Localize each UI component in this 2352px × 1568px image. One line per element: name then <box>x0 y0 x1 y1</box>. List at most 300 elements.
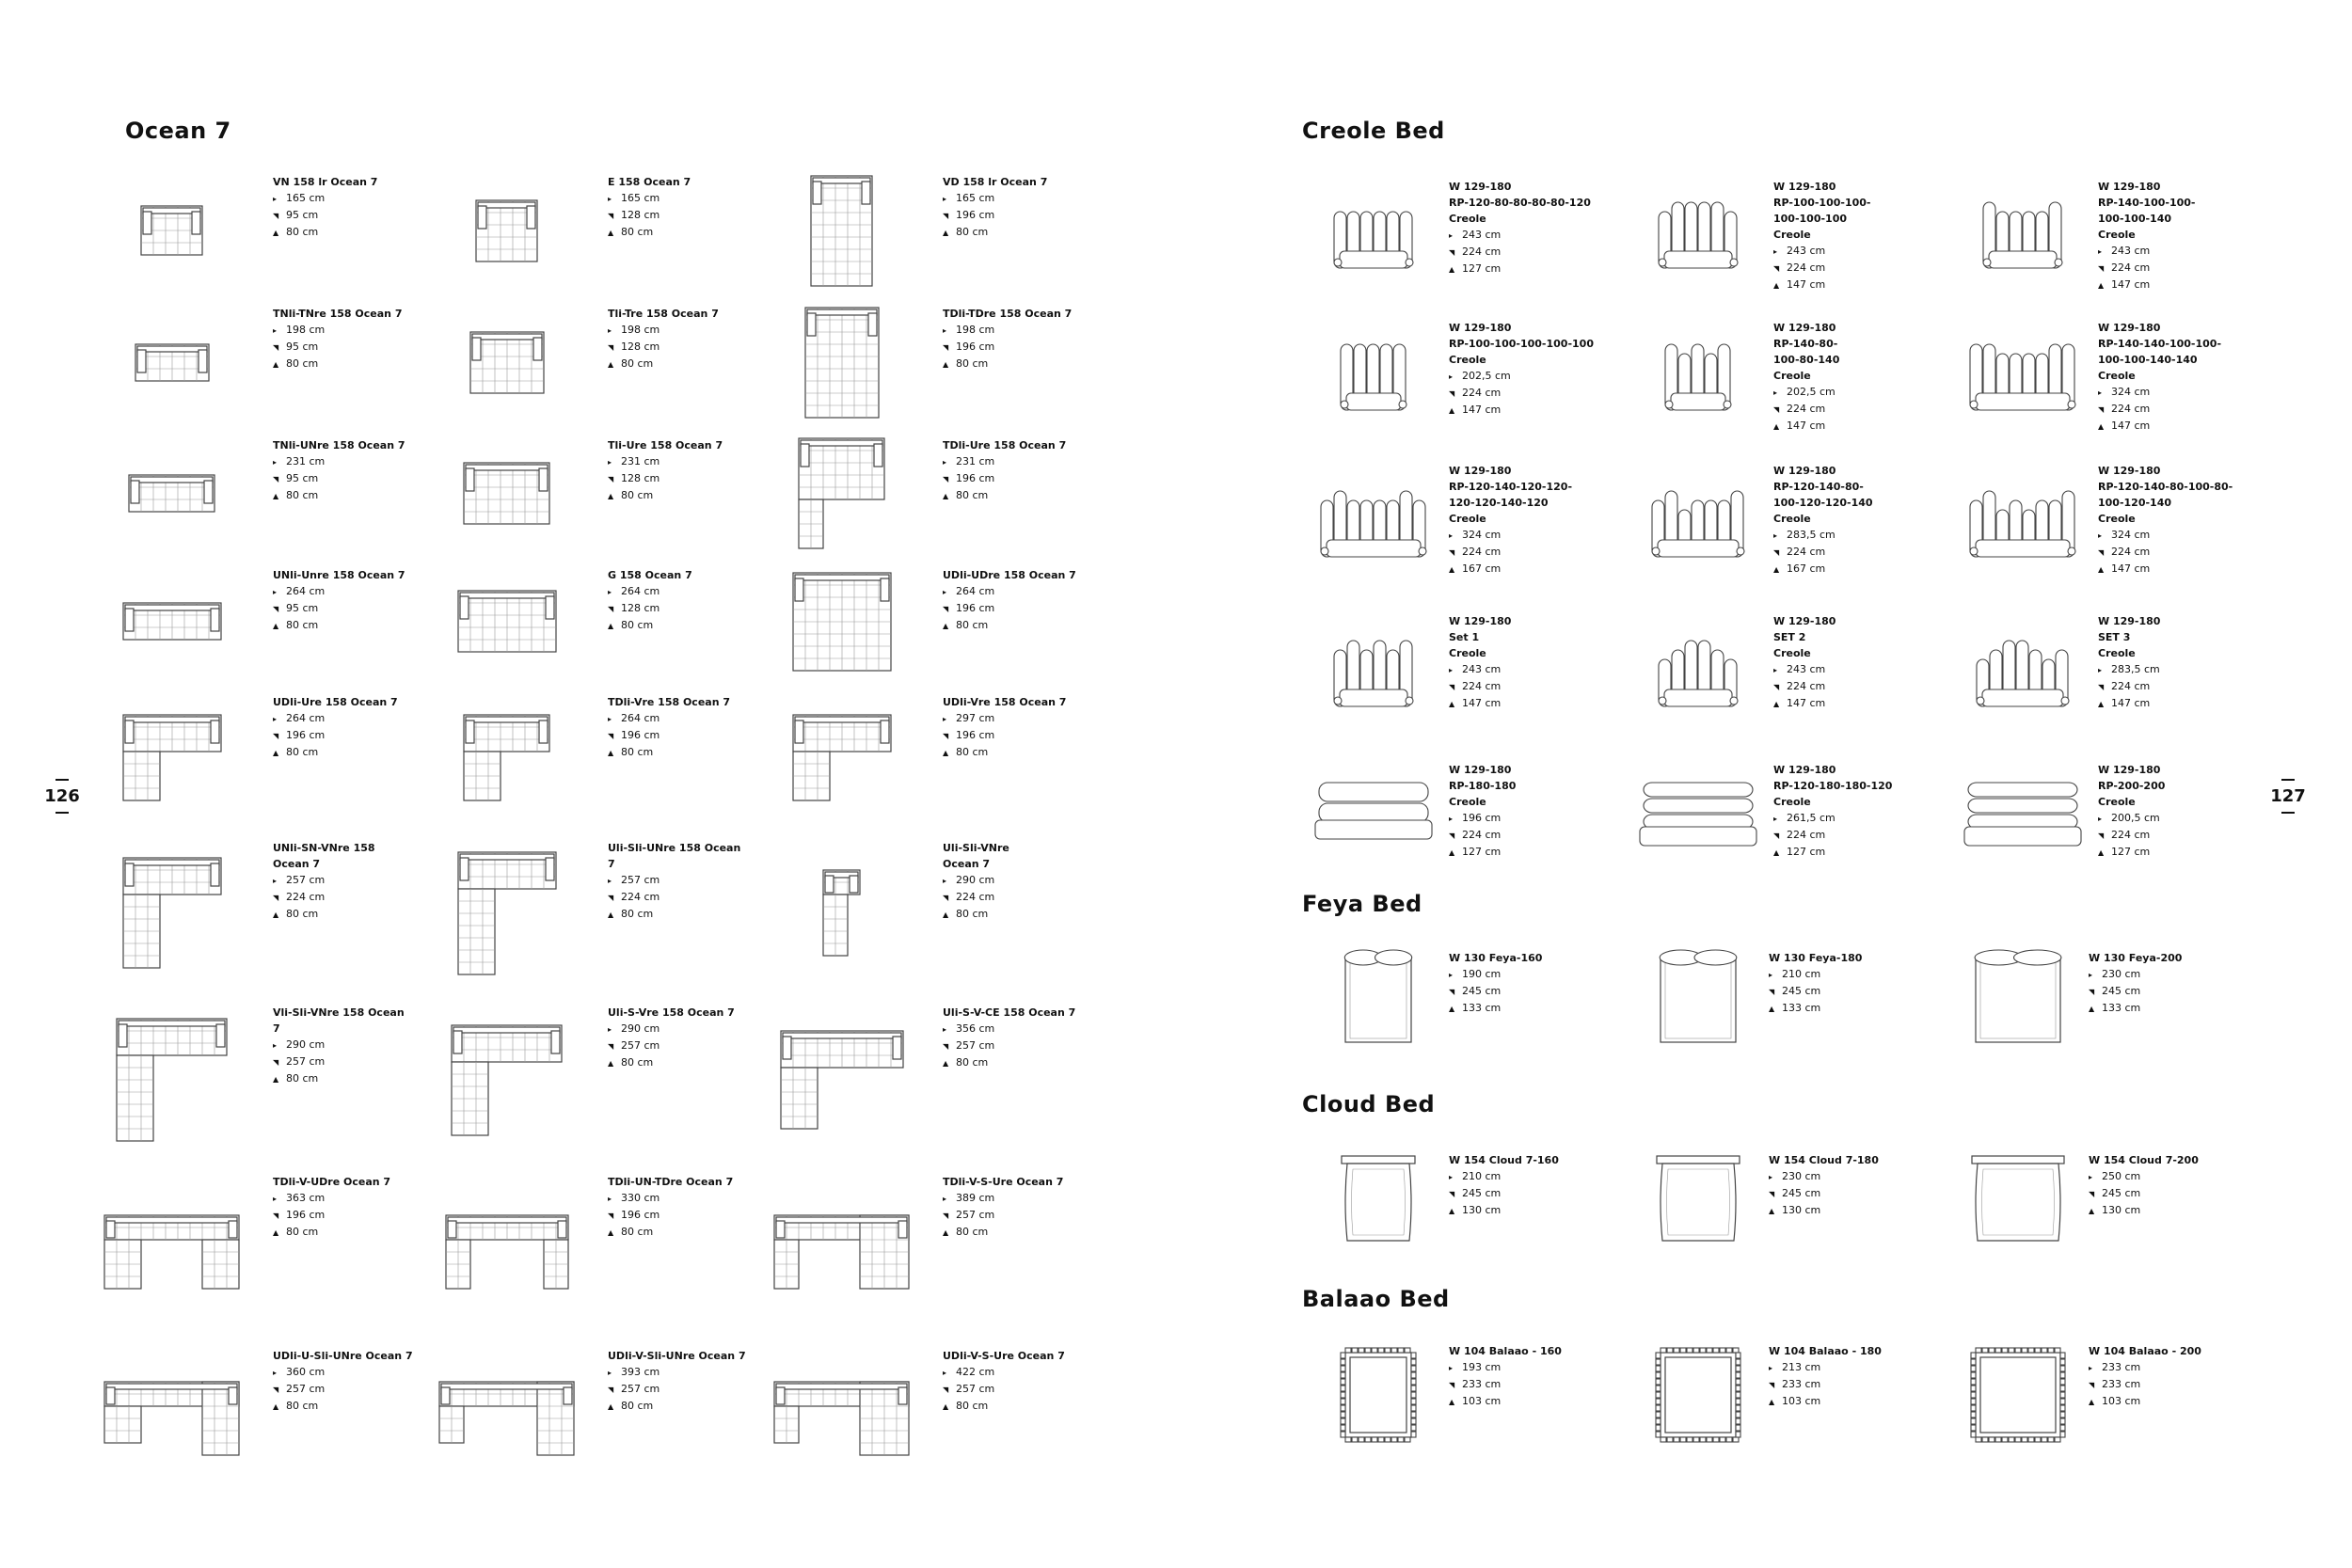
height-dimension <box>1449 695 1511 712</box>
model-name: W 129-180 RP-120-140-80-100-80- 100-120-140 Creole <box>2098 465 2233 525</box>
depth-arrow-icon: ◥ <box>1769 988 1775 996</box>
creole-item <box>1308 169 1632 310</box>
depth-arrow-icon: ◥ <box>943 475 949 483</box>
height-value: 80 cm <box>621 489 654 501</box>
ocean-plan-drawing <box>755 1164 929 1338</box>
creole-plan-svg <box>1308 193 1439 287</box>
cloud-specs <box>2089 1152 2199 1219</box>
creole-specs <box>2098 613 2160 712</box>
height-value: 147 cm <box>2111 697 2151 709</box>
depth-dimension <box>1773 401 1839 418</box>
height-arrow-icon: ▲ <box>2098 700 2105 708</box>
width-dimension <box>2089 966 2182 983</box>
width-arrow-icon: ▸ <box>608 877 612 885</box>
creole-plan-svg <box>1957 771 2089 865</box>
depth-value: 224 cm <box>2111 261 2151 274</box>
width-value: 257 cm <box>286 874 326 886</box>
depth-value: 224 cm <box>2111 546 2151 558</box>
depth-value: 257 cm <box>621 1383 660 1395</box>
height-value: 167 cm <box>1787 562 1826 575</box>
height-arrow-icon: ▲ <box>608 1402 614 1411</box>
height-arrow-icon: ▲ <box>1769 1398 1775 1406</box>
depth-value: 224 cm <box>2111 829 2151 841</box>
width-arrow-icon: ▸ <box>1769 1173 1773 1181</box>
right-page <box>1176 0 2352 1568</box>
height-arrow-icon: ▲ <box>608 229 614 237</box>
model-name: TDli-TDre 158 Ocean 7 <box>943 308 1073 320</box>
model-name: UDli-Vre 158 Ocean 7 <box>943 696 1067 708</box>
creole-plan-drawing <box>1308 752 1439 884</box>
ocean-specs <box>273 1005 414 1087</box>
depth-arrow-icon: ◥ <box>273 1386 279 1394</box>
width-value: 283,5 cm <box>1787 529 1836 541</box>
height-dimension <box>1449 261 1591 277</box>
creole-item <box>1957 752 2249 884</box>
height-dimension <box>1769 1000 1862 1017</box>
ocean-plan-drawing <box>420 1164 594 1338</box>
ocean-plan-svg <box>803 305 882 420</box>
ocean-plan-drawing <box>420 558 594 685</box>
width-dimension <box>1449 966 1542 983</box>
width-value: 233 cm <box>2102 1361 2141 1373</box>
width-dimension <box>273 583 414 600</box>
depth-dimension <box>1769 983 1862 1000</box>
depth-arrow-icon: ◥ <box>608 732 614 740</box>
height-arrow-icon: ▲ <box>608 749 614 757</box>
ocean-plan-svg <box>461 460 552 527</box>
depth-value: 257 cm <box>286 1383 326 1395</box>
model-name: TDli-Ure 158 Ocean 7 <box>943 439 1067 451</box>
height-arrow-icon: ▲ <box>943 360 949 369</box>
creole-plan-drawing <box>1308 310 1439 453</box>
height-value: 80 cm <box>286 1400 319 1412</box>
model-name: W 130 Feya-160 <box>1449 952 1543 964</box>
height-value: 80 cm <box>621 1226 654 1238</box>
depth-dimension <box>1449 983 1542 1000</box>
ocean-item <box>755 1338 1089 1498</box>
width-value: 261,5 cm <box>1787 812 1836 824</box>
depth-arrow-icon: ◥ <box>943 212 949 220</box>
model-name: VD 158 lr Ocean 7 <box>943 176 1048 188</box>
height-arrow-icon: ▲ <box>943 622 949 630</box>
width-value: 264 cm <box>956 585 995 597</box>
height-arrow-icon: ▲ <box>1769 1005 1775 1013</box>
creole-plan-svg <box>1957 335 2089 429</box>
model-name: UDli-V-S-Ure Ocean 7 <box>943 1350 1065 1362</box>
ocean-plan-drawing <box>85 165 259 296</box>
height-dimension <box>608 487 749 504</box>
width-dimension <box>273 1364 414 1381</box>
height-arrow-icon: ▲ <box>1449 265 1455 274</box>
height-dimension <box>2089 1393 2201 1410</box>
height-value: 80 cm <box>956 489 989 501</box>
height-dimension <box>608 744 749 761</box>
width-dimension <box>1449 527 1572 544</box>
height-arrow-icon: ▲ <box>273 1402 279 1411</box>
balaao-plan-svg <box>1649 1343 1747 1447</box>
height-dimension <box>1449 1393 1562 1410</box>
width-arrow-icon: ▸ <box>943 1369 947 1377</box>
ocean-specs <box>273 306 414 372</box>
balaao-item <box>1317 1334 1637 1456</box>
ocean-plan-svg <box>790 712 894 803</box>
creole-item <box>1308 604 1632 752</box>
depth-dimension <box>2089 1185 2199 1202</box>
depth-dimension <box>2098 827 2165 844</box>
height-dimension <box>1773 844 1892 861</box>
width-value: 196 cm <box>1462 812 1502 824</box>
feya-plan-svg <box>1336 948 1421 1047</box>
width-dimension <box>1449 810 1516 827</box>
width-value: 230 cm <box>2102 968 2141 980</box>
width-dimension <box>943 190 1084 207</box>
feya-item <box>1637 941 1957 1053</box>
creole-plan-drawing <box>1632 453 1764 604</box>
width-value: 190 cm <box>1462 968 1502 980</box>
height-value: 80 cm <box>286 746 319 758</box>
height-dimension <box>608 1054 749 1071</box>
height-value: 80 cm <box>621 226 654 238</box>
ocean-specs <box>943 840 1084 923</box>
ocean-plan-drawing <box>755 685 929 831</box>
height-value: 80 cm <box>621 357 654 370</box>
width-value: 165 cm <box>956 192 995 204</box>
depth-value: 224 cm <box>956 891 995 903</box>
creole-plan-drawing <box>1957 453 2089 604</box>
feya-item <box>1957 941 2258 1053</box>
depth-arrow-icon: ◥ <box>943 1212 949 1220</box>
width-value: 324 cm <box>2111 386 2151 398</box>
ocean-specs <box>273 174 414 241</box>
balaao-grid <box>1317 1334 2258 1456</box>
depth-value: 257 cm <box>286 1055 326 1068</box>
balaao-plan-svg <box>1964 1343 2072 1447</box>
height-value: 80 cm <box>956 619 989 631</box>
width-value: 290 cm <box>286 1038 326 1051</box>
width-dimension <box>608 1190 749 1207</box>
creole-specs <box>2098 179 2196 293</box>
ocean-specs <box>273 437 414 504</box>
width-dimension <box>608 710 749 727</box>
depth-arrow-icon: ◥ <box>1449 683 1455 691</box>
creole-plan-svg <box>1308 771 1439 865</box>
width-value: 297 cm <box>956 712 995 724</box>
height-value: 80 cm <box>956 1056 989 1069</box>
height-value: 80 cm <box>621 619 654 631</box>
width-value: 290 cm <box>956 874 995 886</box>
width-dimension <box>608 1021 749 1037</box>
creole-item <box>1632 604 1957 752</box>
height-dimension <box>943 906 1084 923</box>
width-arrow-icon: ▸ <box>2089 971 2093 979</box>
creole-specs <box>1449 320 1594 419</box>
ocean-plan-svg <box>437 1379 577 1458</box>
height-value: 80 cm <box>956 746 989 758</box>
depth-dimension <box>608 727 749 744</box>
width-dimension <box>2089 1168 2199 1185</box>
width-arrow-icon: ▸ <box>1769 1364 1773 1372</box>
height-arrow-icon: ▲ <box>608 622 614 630</box>
height-arrow-icon: ▲ <box>273 492 279 500</box>
depth-dimension <box>943 1037 1084 1054</box>
height-value: 80 cm <box>956 1400 989 1412</box>
width-dimension <box>2089 1359 2201 1376</box>
balaao-plan-drawing <box>1637 1334 1759 1456</box>
ocean-plan-drawing <box>755 296 929 428</box>
depth-arrow-icon: ◥ <box>1449 1190 1455 1198</box>
height-dimension <box>608 356 749 372</box>
height-dimension <box>2098 695 2160 712</box>
ocean-plan-svg <box>820 867 863 958</box>
depth-arrow-icon: ◥ <box>943 343 949 352</box>
depth-arrow-icon: ◥ <box>1773 683 1780 691</box>
depth-dimension <box>608 600 749 617</box>
width-dimension <box>608 872 749 889</box>
ocean-item <box>420 685 755 831</box>
height-arrow-icon: ▲ <box>273 911 279 919</box>
height-arrow-icon: ▲ <box>1449 1005 1455 1013</box>
width-dimension <box>2098 661 2160 678</box>
width-arrow-icon: ▸ <box>608 1369 612 1377</box>
depth-arrow-icon: ◥ <box>1449 1381 1455 1389</box>
height-arrow-icon: ▲ <box>273 1075 279 1084</box>
height-value: 167 cm <box>1462 562 1502 575</box>
creole-plan-svg <box>1308 631 1439 725</box>
height-value: 80 cm <box>956 1226 989 1238</box>
width-arrow-icon: ▸ <box>943 588 947 596</box>
depth-arrow-icon: ◥ <box>943 1042 949 1051</box>
height-value: 147 cm <box>1787 697 1826 709</box>
depth-dimension <box>273 727 414 744</box>
creole-title: Creole Bed <box>1302 118 1445 144</box>
width-arrow-icon: ▸ <box>1449 1173 1454 1181</box>
width-dimension <box>2098 527 2233 544</box>
creole-plan-svg <box>1308 335 1439 429</box>
depth-dimension <box>608 889 749 906</box>
width-arrow-icon: ▸ <box>1773 247 1778 256</box>
depth-value: 245 cm <box>1782 985 1821 997</box>
depth-dimension <box>608 339 749 356</box>
cloud-plan-svg <box>1334 1150 1422 1249</box>
ocean-item <box>85 296 420 428</box>
width-value: 243 cm <box>1787 663 1826 675</box>
feya-specs <box>1449 950 1542 1017</box>
ocean-specs <box>608 840 749 923</box>
creole-item <box>1632 169 1957 310</box>
width-dimension <box>943 1364 1084 1381</box>
height-arrow-icon: ▲ <box>273 229 279 237</box>
ocean-plan-svg <box>455 849 559 977</box>
width-value: 231 cm <box>621 455 660 467</box>
depth-value: 224 cm <box>1462 546 1502 558</box>
model-name: UNli-Unre 158 Ocean 7 <box>273 569 405 581</box>
model-name: W 129-180 RP-180-180 Creole <box>1449 764 1517 808</box>
creole-plan-drawing <box>1308 604 1439 752</box>
height-value: 147 cm <box>1462 404 1502 416</box>
depth-dimension <box>1449 1185 1559 1202</box>
width-arrow-icon: ▸ <box>608 1025 612 1034</box>
ocean-plan-svg <box>449 1022 564 1138</box>
height-dimension <box>943 224 1084 241</box>
creole-plan-drawing <box>1632 604 1764 752</box>
depth-dimension <box>273 889 414 906</box>
ocean-item <box>420 558 755 685</box>
creole-grid <box>1308 169 2249 884</box>
height-value: 80 cm <box>621 1400 654 1412</box>
height-dimension <box>1769 1393 1882 1410</box>
creole-specs <box>1449 613 1511 712</box>
width-dimension <box>1773 810 1892 827</box>
height-dimension <box>2098 561 2233 578</box>
depth-arrow-icon: ◥ <box>2089 988 2095 996</box>
height-dimension <box>273 1224 414 1241</box>
height-arrow-icon: ▲ <box>1449 848 1455 857</box>
width-dimension <box>1773 527 1873 544</box>
width-value: 210 cm <box>1462 1170 1502 1182</box>
creole-item <box>1308 752 1632 884</box>
depth-arrow-icon: ◥ <box>1769 1381 1775 1389</box>
width-value: 356 cm <box>956 1022 995 1035</box>
height-arrow-icon: ▲ <box>608 1228 614 1237</box>
depth-value: 224 cm <box>1787 403 1826 415</box>
depth-arrow-icon: ◥ <box>608 1212 614 1220</box>
balaao-plan-svg <box>1334 1343 1422 1447</box>
ocean-plan-svg <box>138 203 205 258</box>
ocean-item <box>85 428 420 558</box>
depth-arrow-icon: ◥ <box>2089 1381 2095 1389</box>
ocean-plan-drawing <box>420 1338 594 1498</box>
height-arrow-icon: ▲ <box>2089 1207 2095 1215</box>
width-dimension <box>1449 368 1594 385</box>
height-value: 147 cm <box>1787 420 1826 432</box>
height-value: 80 cm <box>286 1072 319 1085</box>
ocean-item <box>755 831 1089 995</box>
height-dimension <box>1449 1000 1542 1017</box>
model-name: W 129-180 RP-140-80- 100-80-140 Creole <box>1773 322 1840 382</box>
depth-arrow-icon: ◥ <box>608 894 614 902</box>
creole-specs <box>1449 179 1591 277</box>
height-dimension <box>1449 844 1516 861</box>
depth-dimension <box>608 1037 749 1054</box>
width-dimension <box>943 710 1084 727</box>
model-name: W 129-180 RP-140-140-100-100- 100-100-140-140 Creole <box>2098 322 2222 382</box>
height-dimension <box>608 617 749 634</box>
depth-arrow-icon: ◥ <box>1773 405 1780 414</box>
width-arrow-icon: ▸ <box>1449 372 1454 381</box>
height-value: 127 cm <box>1462 262 1502 275</box>
depth-dimension <box>2098 544 2233 561</box>
depth-value: 245 cm <box>1462 1187 1502 1199</box>
width-dimension <box>273 1037 414 1053</box>
height-arrow-icon: ▲ <box>943 492 949 500</box>
ocean-specs <box>273 840 414 923</box>
depth-arrow-icon: ◥ <box>1449 832 1455 840</box>
ocean-item <box>85 558 420 685</box>
depth-dimension <box>943 339 1084 356</box>
ocean-plan-drawing <box>85 995 259 1164</box>
creole-plan-svg <box>1632 482 1764 576</box>
width-value: 324 cm <box>2111 529 2151 541</box>
model-name: Uli-S-V-CE 158 Ocean 7 <box>943 1006 1076 1019</box>
height-dimension <box>1773 695 1836 712</box>
width-value: 198 cm <box>956 324 995 336</box>
depth-dimension <box>943 1207 1084 1224</box>
creole-plan-drawing <box>1957 604 2089 752</box>
width-value: 193 cm <box>1462 1361 1502 1373</box>
ocean-item <box>755 165 1089 296</box>
height-arrow-icon: ▲ <box>1449 1398 1455 1406</box>
width-value: 290 cm <box>621 1022 660 1035</box>
depth-arrow-icon: ◥ <box>2098 405 2105 414</box>
width-dimension <box>608 190 749 207</box>
ocean-plan-svg <box>126 472 217 515</box>
width-arrow-icon: ▸ <box>1773 531 1778 540</box>
model-name: TDli-V-UDre Ocean 7 <box>273 1176 391 1188</box>
depth-arrow-icon: ◥ <box>273 1212 279 1220</box>
ocean-plan-svg <box>771 1212 912 1291</box>
height-value: 80 cm <box>286 1226 319 1238</box>
model-name: W 130 Feya-200 <box>2089 952 2183 964</box>
model-name: W 129-180 RP-200-200 Creole <box>2098 764 2166 808</box>
depth-value: 224 cm <box>1462 829 1502 841</box>
width-value: 165 cm <box>621 192 660 204</box>
height-dimension <box>2098 277 2196 293</box>
depth-arrow-icon: ◥ <box>2098 683 2105 691</box>
model-name: Tli-Ure 158 Ocean 7 <box>608 439 723 451</box>
width-arrow-icon: ▸ <box>608 458 612 467</box>
ocean-specs <box>608 1174 749 1241</box>
width-arrow-icon: ▸ <box>943 715 947 723</box>
model-name: UNli-SN-VNre 158 Ocean 7 <box>273 842 375 870</box>
height-dimension <box>2098 844 2165 861</box>
cloud-plan-drawing <box>1637 1143 1759 1256</box>
feya-plan-drawing <box>1317 941 1439 1053</box>
width-arrow-icon: ▸ <box>1773 666 1778 674</box>
width-value: 213 cm <box>1782 1361 1821 1373</box>
depth-value: 95 cm <box>286 602 319 614</box>
width-value: 324 cm <box>1462 529 1502 541</box>
width-value: 257 cm <box>621 874 660 886</box>
ocean-plan-drawing <box>755 1338 929 1498</box>
depth-dimension <box>1769 1185 1879 1202</box>
height-value: 103 cm <box>1462 1395 1502 1407</box>
cloud-specs <box>1769 1152 1879 1219</box>
ocean-specs <box>273 1348 414 1415</box>
height-value: 147 cm <box>2111 420 2151 432</box>
height-value: 80 cm <box>286 489 319 501</box>
height-value: 147 cm <box>1462 697 1502 709</box>
width-dimension <box>1769 966 1862 983</box>
creole-plan-svg <box>1957 482 2089 576</box>
creole-specs <box>1449 762 1516 861</box>
width-dimension <box>1449 661 1511 678</box>
width-arrow-icon: ▸ <box>943 877 947 885</box>
creole-plan-drawing <box>1308 453 1439 604</box>
depth-arrow-icon: ◥ <box>943 1386 949 1394</box>
ocean-specs <box>608 567 749 634</box>
height-value: 147 cm <box>2111 562 2151 575</box>
height-value: 80 cm <box>621 908 654 920</box>
cloud-title: Cloud Bed <box>1302 1091 1436 1117</box>
creole-plan-drawing <box>1957 310 2089 453</box>
height-arrow-icon: ▲ <box>1773 700 1780 708</box>
height-value: 147 cm <box>2111 278 2151 291</box>
depth-dimension <box>1449 678 1511 695</box>
width-dimension <box>1769 1168 1879 1185</box>
ocean-specs <box>608 1348 749 1415</box>
width-arrow-icon: ▸ <box>2089 1364 2093 1372</box>
width-arrow-icon: ▸ <box>1773 388 1778 397</box>
